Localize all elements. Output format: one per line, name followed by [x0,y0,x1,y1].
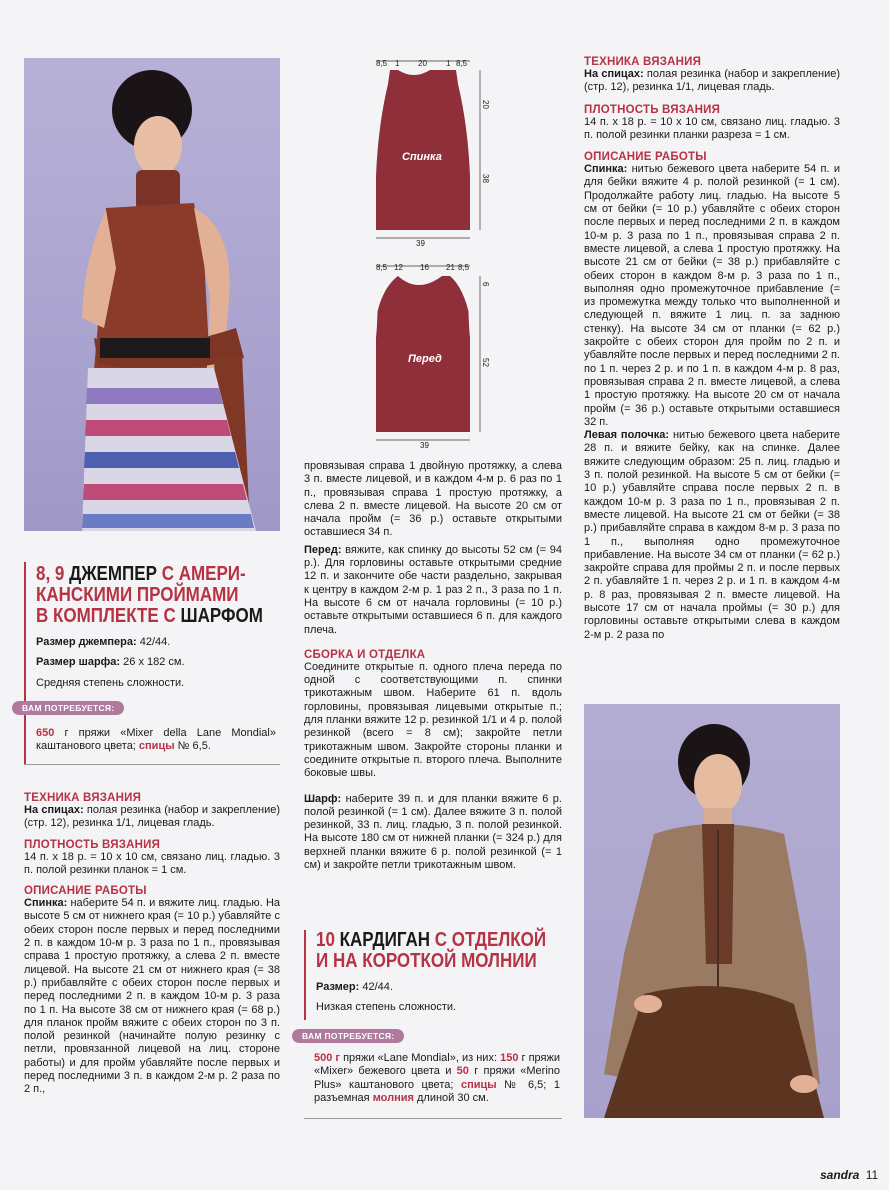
project1-size: Размер джемпера: 42/44. [36,636,171,648]
project2-title: 10 КАРДИГАН С ОТДЕЛКОЙ И НА КОРОТКОЙ МОЛНИИ [316,929,547,972]
front-bottom: 39 [420,441,429,450]
project1-scarf-size: Размер шарфа: 26 х 182 см. [36,656,185,669]
front-label: Перед [408,353,442,365]
right-density-text: 14 п. х 18 р. = 10 х 10 см, связано лиц. гладью. 3 п. полой резинки планки разреза = 1 см. [584,115,840,141]
photo-cardigan-model [584,704,840,1118]
page-number: 11 [865,1168,879,1182]
project1-title: 8, 9 ДЖЕМПЕР С АМЕРИ- КАНСКИМИ ПРОЙМАМИ В КОМПЛЕКТЕ С ШАРФОМ [36,563,263,627]
front-right-1: 6 [481,282,490,287]
front-top-2: 12 [394,263,403,272]
back-bottom: 39 [416,239,425,248]
project1-materials: 650 г пряжи «Mixer della Lane Mondial» каштанового цвета; спицы № 6,5. [36,727,276,753]
project1-difficulty: Средняя степень сложности. [36,676,185,689]
back-top-1: 8,5 [376,59,388,68]
project2-materials: 500 г пряжи «Lane Mondial», из них: 150 г пряжи «Mixer» бежевого цвета и 50 г пряжи «Merino Plus» каштанового цвета; спицы № 6,5; 1 разъемная молния длиной 30 см. [314,1052,561,1104]
back-label: Спинка [402,151,442,163]
front-top-3: 16 [420,263,429,272]
scarf-text: Шарф: наберите 39 п. и для планки вяжите 6 р. полой резинкой (= 1 см). Далее вяжите 3 п. полой резинкой, 33 п. лиц. гладью, 3 п. полой резинкой. На высоте 180 см от нижней планки (= 324 р.) для верхней планки вяжите 6 р. полой резинкой (= 1 см) и закройте петли трикотажным швом. [304,792,562,872]
front-top-4: 21 [446,263,455,272]
back-top-3: 20 [418,59,427,68]
back-top-2: 1 [395,59,400,68]
left-density-text: 14 п. х 18 р. = 10 х 10 см, связано лиц. гладью. 3 п. полой резинки планок = 1 см. [24,850,280,876]
front-right-2: 52 [481,358,490,367]
left-tech-text: На спицах: полая резинка (набор и закрепление) (стр. 12), резинка 1/1, лицевая гладь. [24,804,280,830]
back-schematic [360,56,500,248]
left-description-text: Спинка: наберите 54 п. и вяжите лиц. гладью. На высоте 5 см от нижнего края (= 10 р.) убавляйте с обеих сторон после первых и перед последними 2 п. в каждом 10-м р. 3 раза по 1 п., провязывая справа 1 простую протяжку, а слева 2 п. вместе лицевой. На высоте 21 см от нижнего края (= 38 р.) прибавляйте с обеих сторон после первых и перед последними 2 п. в каждом 10-м р. 3 раза по 1 п. На высоте 38 см от нижнего края (= 68 р.) для планок пройм вяжите с обеих сторон по 3 п. полой резинкой (начинайте полую резинку с петли, провязанной лицевой на лиц. стороне работы) и для пройм убавляйте после первых и перед последними 3 п. в каждом 2-м р. 2 раза по 2 п., [24,897,280,1096]
project2-materials-pill: ВАМ ПОТРЕБУЕТСЯ: [292,1026,404,1044]
back-right-2: 38 [481,174,490,183]
project2-difficulty: Низкая степень сложности. [316,1001,457,1014]
right-tech-heading: ТЕХНИКА ВЯЗАНИЯ [584,56,702,68]
assembly-text: Соедините открытые п. одного плеча переда по одной с соответствующими п. спинки трикотажным швом. Наберите 61 п. вдоль горловины, провязывая лицевыми открытые п.; для планки вяжите 12 р. резинкой 1/1 и 4 р. полой резинкой (всего = 8 см); закройте петли трикотажным швом. Закройте стороны планки и соедините открытые п. второго плеча. Выполните боковые швы. [304,660,562,780]
left-tech-heading: ТЕХНИКА ВЯЗАНИЯ [24,792,142,804]
middle-back-continued: провязывая справа 1 двойную протяжку, а слева 3 п. вместе лицевой, и в каждом 4-м р. 6 раз по 1 п., провязывая справа 1 простую протяжку, а слева 2 п. вместе лицевой. На высоте 20 см от начала пройм (= 36 р.) оставьте открытыми оставшиеся 34 п. [304,460,562,539]
assembly-heading: СБОРКА И ОТДЕЛКА [304,648,426,661]
project2-size: Размер: 42/44. [316,981,393,993]
front-top-5: 8,5 [458,263,470,272]
photo-jumper-model [24,58,280,531]
back-top-5: 8,5 [456,59,468,68]
right-left-front-text: Левая полочка: нитью бежевого цвета наберите 28 п. и вяжите бейку, как на спинке. Далее вяжите следующим образом: 25 п. лиц. гладью и 3 п. полой резинкой. На высоте 5 см от бейки (= 10 р.) убавляйте справа после первых 2 п. в каждом 10-м р. 3 раза по 1 п., провязывая 2 п. вместе лицевой. На высоте 21 см от бейки (= 38 р.) прибавляйте справа в каждом 8-м р. 3 раза по 1 п., выполняя одно промежуточное прибавление. На высоте 34 см от планки (= 62 р.) закройте справа для проймы 2 п. и после первых 2 п. убавляйте 1 п. через 2 р. и 1 п. в каждом 4-м р. 8 раз, провязывая 2 п. вместе лицевой. На высоте 17 см от начала проймы (= 30 р.) для горловины оставьте открытыми слева в каждом 2-м р. 2 раза по [584,429,840,641]
page-footer [820,1168,878,1182]
magazine-brand: sandra [820,1168,860,1182]
back-top-4: 1 [446,59,451,68]
right-tech-text: На спицах: полая резинка (набор и закрепление) (стр. 12), резинка 1/1, лицевая гладь. [584,68,840,94]
right-description-heading: ОПИСАНИЕ РАБОТЫ [584,151,707,164]
front-top-1: 8,5 [376,263,388,272]
right-density-heading: ПЛОТНОСТЬ ВЯЗАНИЯ [584,103,721,116]
left-density-heading: ПЛОТНОСТЬ ВЯЗАНИЯ [24,838,161,851]
left-description-heading: ОПИСАНИЕ РАБОТЫ [24,885,147,898]
front-schematic [360,258,500,452]
middle-front-text: Перед: вяжите, как спинку до высоты 52 см (= 94 р.). Для горловины оставьте открытыми средние 12 п. и закончите обе части раздельно, закрывая к центру в каждом 2-м р. 1 раз 2 п., 3 раза по 1 п. На высоте 6 см от начала горловины (= 10 р.) оставьте открытыми оставшиеся 6 п. для каждого плеча. [304,543,562,636]
back-right-1: 20 [481,100,490,109]
project1-materials-pill: ВАМ ПОТРЕБУЕТСЯ: [12,698,124,716]
right-back-text: Спинка: нитью бежевого цвета наберите 54 п. и для бейки вяжите 4 р. полой резинкой (= 1 см). Продолжайте работу лиц. гладью. На высоте 5 см от бейки (= 10 р.) убавляйте с обеих сторон после первых и перед последними 2 п. в каждом 10-м р. 3 раза по 1 п., провязывая справа 2 п. вместе лицевой, а слева 1 простую протяжку. На высоте 21 см от бейки (= 38 р.) прибавляйте с обеих сторон в каждом 8-м р. 3 раза по 1 п., выполняя одно промежуточное прибавление (= из промежутка между только что выполненной и следующей п. вяжите 1 лиц. п. за заднюю стенку). На высоте 34 см от планки (= 62 р.) закройте с обеих сторон для пройм по 2 п. и убавляйте после первых и перед последними 2 п. по 1 п. через 2 р. и по 1 п. в каждом 4-м р. 8 раз, провязывая справа 2 п. вместе лицевой, а слева 1 простую протяжку. На высоте 20 см от начала пройм (= 36 р.) оставьте открытыми оставшиеся 32 п. [584,163,840,428]
